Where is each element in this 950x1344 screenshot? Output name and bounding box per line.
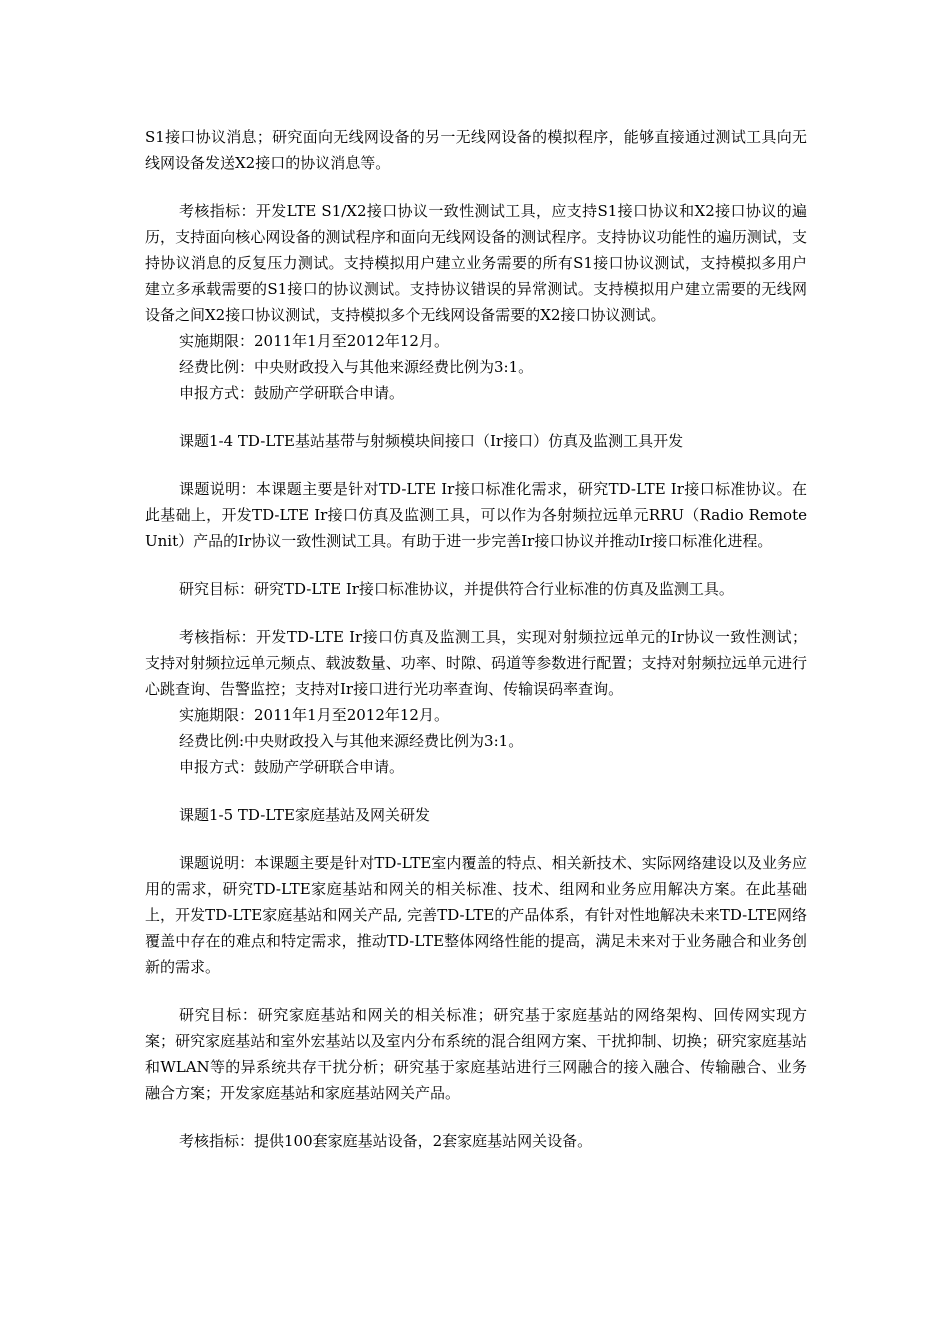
- paragraph-1-4-implementation-period: 实施期限：2011年1月至2012年12月。: [179, 706, 449, 724]
- paragraph-1-4-application-method: 申报方式：鼓励产学研联合申请。: [179, 758, 405, 776]
- paragraph-s1-protocol-continuation: S1接口协议消息；研究面向无线网设备的另一无线网设备的模拟程序，能够直接通过测试工具向无线网设备发送X2接口的协议消息等。: [145, 128, 807, 172]
- paragraph-1-4-description: 课题说明：本课题主要是针对TD-LTE Ir接口标准化需求，研究TD-LTE Ir接口标准协议。在此基础上，开发TD-LTE Ir接口仿真及监测工具，可以作为各射频拉远单元RRU（Radio Remote Unit）产品的Ir协议一致性测试工具。有助于进一步完善Ir接口协议并推动Ir接口标准化进程。: [145, 480, 807, 550]
- paragraph-1-3-application-method: 申报方式：鼓励产学研联合申请。: [179, 384, 405, 402]
- paragraph-1-5-research-goal: 研究目标：研究家庭基站和网关的相关标准；研究基于家庭基站的网络架构、回传网实现方案；研究家庭基站和室外宏基站以及室内分布系统的混合组网方案、干扰抑制、切换；研究家庭基站和WLAN等的异系统共存干扰分析；研究基于家庭基站进行三网融合的接入融合、传输融合、业务融合方案；开发家庭基站和家庭基站网关产品。: [145, 1006, 807, 1102]
- paragraph-1-4-assessment-indicators: 考核指标：开发TD-LTE Ir接口仿真及监测工具，实现对射频拉远单元的Ir协议一致性测试；支持对射频拉远单元频点、载波数量、功率、时隙、码道等参数进行配置；支持对射频拉远单元进行心跳查询、告警监控；支持对Ir接口进行光功率查询、传输误码率查询。: [145, 628, 807, 698]
- paragraph-1-5-description: 课题说明：本课题主要是针对TD-LTE室内覆盖的特点、相关新技术、实际网络建设以及业务应用的需求，研究TD-LTE家庭基站和网关的相关标准、技术、组网和业务应用解决方案。在此基础上，开发TD-LTE家庭基站和网关产品, 完善TD-LTE的产品体系，有针对性地解决未来TD-LTE网络覆盖中存在的难点和特定需求，推动TD-LTE整体网络性能的提高，满足未来对于业务融合和业务创新的需求。: [145, 854, 807, 976]
- paragraph-1-4-funding-ratio: 经费比例:中央财政投入与其他来源经费比例为3:1。: [179, 732, 524, 750]
- heading-topic-1-4: 课题1-4 TD-LTE基站基带与射频模块间接口（Ir接口）仿真及监测工具开发: [179, 432, 684, 450]
- heading-topic-1-5: 课题1-5 TD-LTE家庭基站及网关研发: [179, 806, 430, 824]
- paragraph-1-5-assessment-indicators: 考核指标：提供100套家庭基站设备，2套家庭基站网关设备。: [179, 1132, 593, 1150]
- paragraph-1-3-funding-ratio: 经费比例：中央财政投入与其他来源经费比例为3:1。: [179, 358, 534, 376]
- paragraph-1-4-research-goal: 研究目标：研究TD-LTE Ir接口标准协议，并提供符合行业标准的仿真及监测工具。: [179, 580, 734, 598]
- paragraph-1-3-implementation-period: 实施期限：2011年1月至2012年12月。: [179, 332, 449, 350]
- document-body: [145, 124, 807, 1154]
- paragraph-1-3-assessment-indicators: 考核指标：开发LTE S1/X2接口协议一致性测试工具，应支持S1接口协议和X2接口协议的遍历，支持面向核心网设备的测试程序和面向无线网设备的测试程序。支持协议功能性的遍历测试，支持协议消息的反复压力测试。支持模拟用户建立业务需要的所有S1接口协议测试，支持模拟多用户建立多承载需要的S1接口的协议测试。支持协议错误的异常测试。支持模拟用户建立需要的无线网设备之间X2接口协议测试，支持模拟多个无线网设备需要的X2接口协议测试。: [145, 202, 807, 324]
